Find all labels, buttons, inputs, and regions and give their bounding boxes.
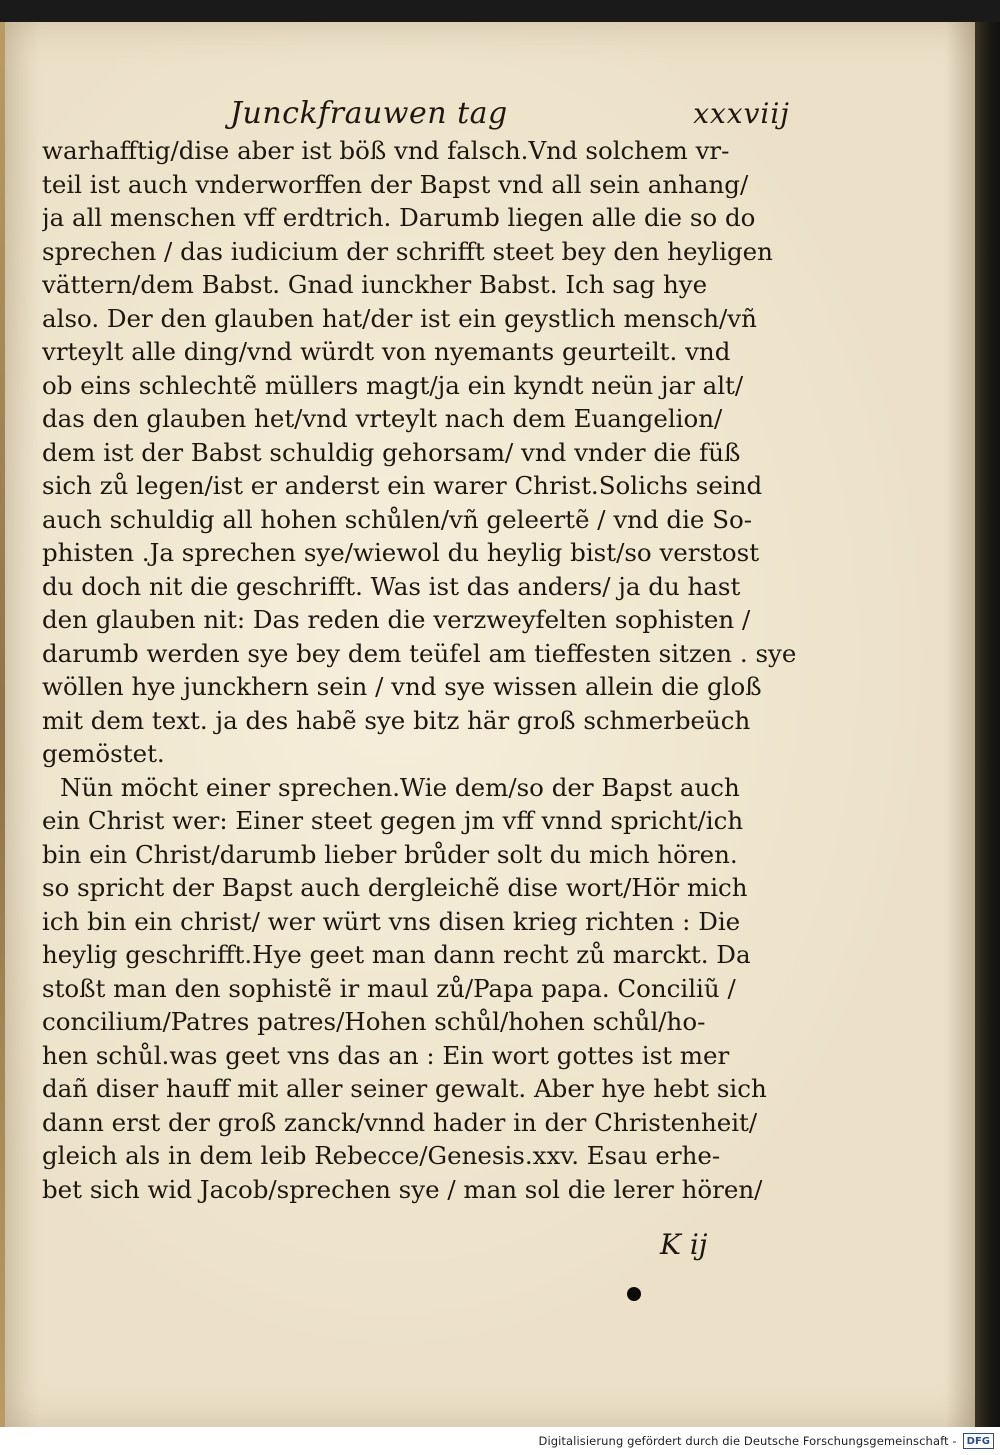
text-line: stoßt man den sophistẽ ir maul zů/Papa papa. Conciliũ /: [42, 973, 736, 1003]
text-line: auch schuldig all hohen schůlen/vñ geleertẽ / vnd die So-: [42, 504, 753, 534]
running-title: Junckfrauwen tag: [230, 96, 508, 131]
text-line: das den glauben het/vnd vrteylt nach dem Euangelion/: [42, 404, 723, 433]
page-left-edge: [0, 22, 5, 1427]
text-line: teil ist auch vnderworffen der Bapst vnd all sein anhang/: [42, 169, 749, 199]
page-right-edge: [975, 22, 1000, 1427]
text-line: dañ diser hauff mit aller seiner gewalt. Aber hye hebt sich: [42, 1074, 767, 1103]
text-line: ich bin ein christ/ wer würt vns disen krieg richten : Die: [42, 906, 741, 936]
folio-number: xxxviij: [693, 97, 790, 130]
text-line-paragraph-start: Nün möcht einer sprechen.Wie dem/so der Bapst auch: [60, 772, 740, 802]
text-line: du doch nit die geschrifft. Was ist das anders/ ja du hast: [42, 571, 741, 601]
text-line: dem ist der Babst schuldig gehorsam/ vnd vnder die füß: [42, 437, 741, 467]
text-line: so spricht der Bapst auch dergleichẽ dise wort/Hör mich: [42, 873, 748, 902]
text-line: warhafftig/dise aber ist böß vnd falsch.Vnd solchem vr-: [42, 136, 730, 165]
text-line: ja all menschen vff erdtrich. Darumb liegen alle die so do: [42, 203, 756, 232]
body-text: [42, 134, 822, 1206]
dfg-logo-icon: DFG: [963, 1433, 994, 1449]
text-line: concilium/Patres patres/Hohen schůl/hohen schůl/ho-: [42, 1007, 706, 1036]
digitization-footer: [0, 1427, 1000, 1455]
text-line: mit dem text. ja des habẽ sye bitz här groß schmerbeüch: [42, 705, 751, 735]
running-head: [230, 96, 790, 136]
text-line: bin ein Christ/darumb lieber brůder solt du mich hören.: [42, 839, 738, 869]
text-line: vättern/dem Babst. Gnad iunckher Babst. Ich sag hye: [42, 270, 708, 299]
text-line: bet sich wid Jacob/sprechen sye / man sol die lerer hören/: [42, 1174, 763, 1204]
text-line: ein Christ wer: Einer steet gegen jm vff vnnd spricht/ich: [42, 806, 744, 835]
signature-mark: K ij: [660, 1228, 708, 1261]
text-line: vrteylt alle ding/vnd würdt von nyemants geurteilt. vnd: [42, 337, 731, 366]
text-line: also. Der den glauben hat/der ist ein geystlich mensch/vñ: [42, 303, 757, 333]
text-line: wöllen hye junckhern sein / vnd sye wissen allein die gloß: [42, 672, 762, 701]
ink-dot: [627, 1287, 641, 1301]
footer-credit: Digitalisierung gefördert durch die Deutsche Forschungsgemeinschaft -: [538, 1434, 957, 1448]
text-line: sprechen / das iudicium der schrifft steet bey den heyligen: [42, 236, 773, 266]
text-line: ob eins schlechtẽ müllers magt/ja ein kyndt neün jar alt/: [42, 370, 744, 400]
text-line: hen schůl.was geet vns das an : Ein wort gottes ist mer: [42, 1040, 730, 1070]
text-line: heylig geschrifft.Hye geet man dann recht zů marckt. Da: [42, 940, 751, 969]
text-line: darumb werden sye bey dem teüfel am tieffesten sitzen . sye: [42, 638, 797, 668]
text-line: dann erst der groß zanck/vnnd hader in der Christenheit/: [42, 1107, 758, 1137]
text-line: gleich als in dem leib Rebecce/Genesis.xxv. Esau erhe-: [42, 1141, 721, 1170]
text-line: gemöstet.: [42, 739, 165, 768]
text-line: phisten .Ja sprechen sye/wiewol du heylig bist/so verstost: [42, 538, 760, 567]
text-line: den glauben nit: Das reden die verzweyfelten sophisten /: [42, 605, 751, 634]
text-line: sich zů legen/ist er anderst ein warer Christ.Solichs seind: [42, 471, 763, 500]
